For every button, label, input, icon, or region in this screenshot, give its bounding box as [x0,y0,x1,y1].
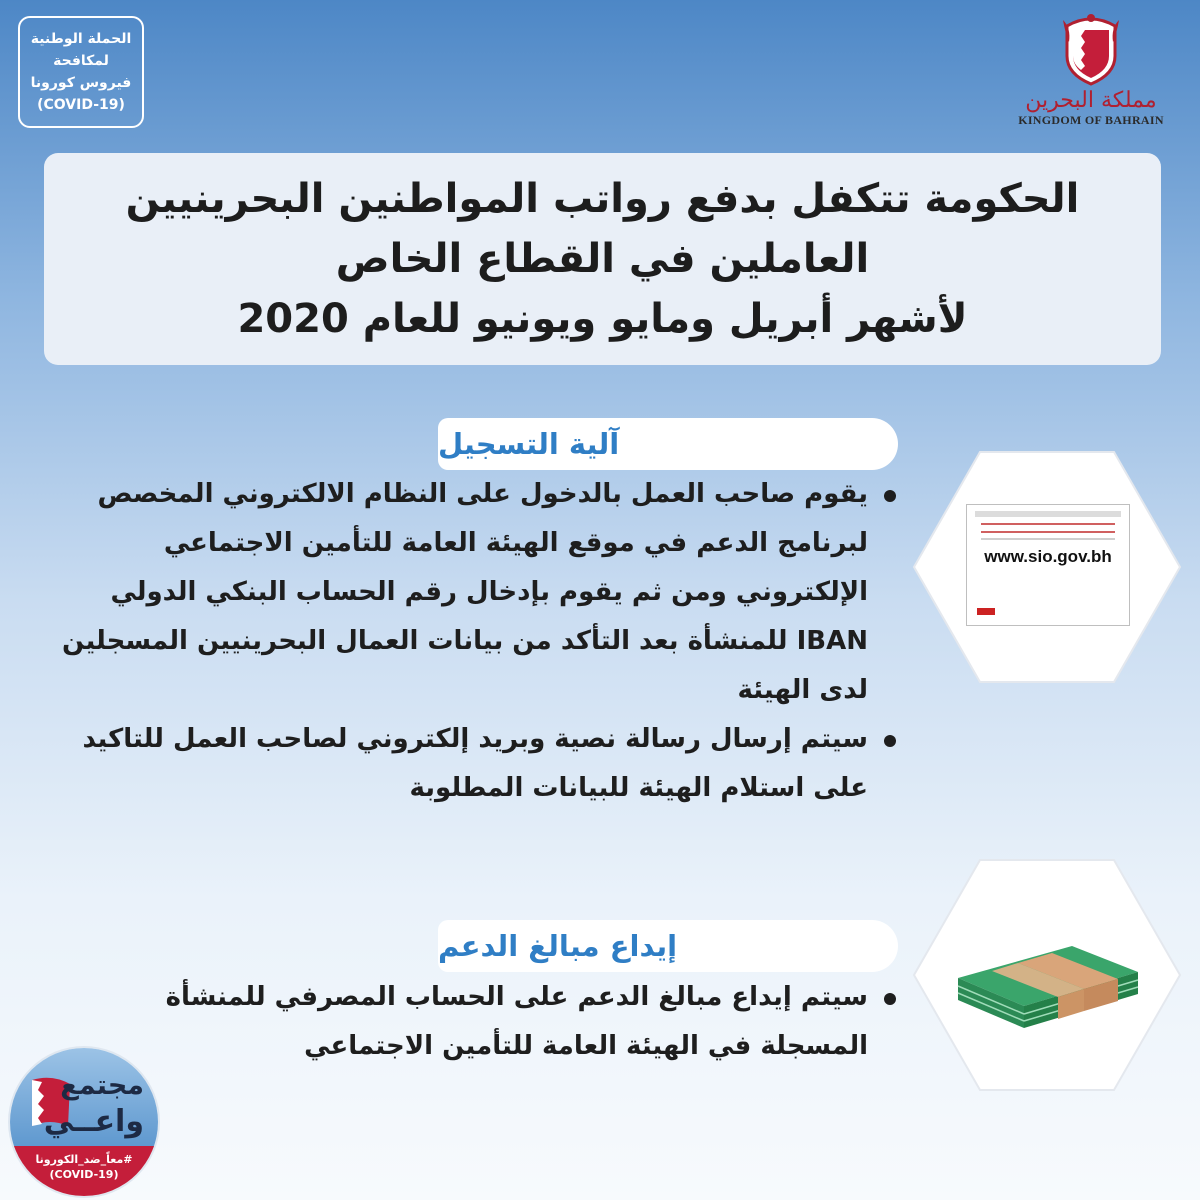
campaign-badge [18,16,144,128]
logo-arabic-name: مملكة البحرين [1025,88,1157,113]
website-url: www.sio.gov.bh [967,547,1129,567]
campaign-badge-line3: فيروس كورونا [30,75,132,91]
campaign-badge-line4: (COVID-19) [37,97,125,113]
registration-heading [438,418,898,470]
registration-bullet-2: سيتم إرسال رسالة نصية وبريد إلكتروني لصاحب العمل للتاكيد على استلام الهيئة للبيانات المطلوبة [58,715,898,813]
aware-society-line2: واعــي [43,1104,144,1139]
headline-box [44,153,1161,365]
deposit-bullet-1: سيتم إيداع مبالغ الدعم على الحساب المصرفي للمنشأة المسجلة في الهيئة العامة للتأمين الاجتماعي [58,973,898,1071]
deposit-bullets [58,973,898,1071]
website-screenshot [966,504,1130,626]
registration-bullet-1: يقوم صاحب العمل بالدخول على النظام الالكتروني المخصص لبرنامج الدعم في موقع الهيئة العامة للتأمين الاجتماعي الإلكتروني ومن ثم يقوم بإدخال رقم الحساب البنكي الدولي IBAN للمنشأة بعد التأكد من بيانات العمال البحرينيين المسجلين لدى الهيئة [58,470,898,715]
bahrain-emblem-icon [1059,12,1123,86]
kingdom-of-bahrain-logo [996,12,1186,127]
campaign-badge-line2: لمكافحة [53,53,109,69]
registration-heading-text: آلية التسجيل [438,427,620,461]
aware-society-line1: مجتمع [60,1070,144,1101]
logo-english-name: KINGDOM OF BAHRAIN [1018,113,1164,127]
aware-society-covid: (COVID-19) [49,1168,119,1181]
registration-bullets [58,470,898,813]
aware-society-hashtag: #معاً_ضد_الكورونا [35,1153,133,1166]
campaign-badge-line1: الحملة الوطنية [30,31,132,47]
website-hexagon [912,450,1182,684]
aware-society-badge [10,1048,158,1196]
money-hexagon [912,858,1182,1092]
money-stack-icon [952,916,1144,1036]
website-submit-button [977,608,995,615]
headline-line-1: الحكومة تتكفل بدفع رواتب المواطنين البحرينيين [125,176,1080,222]
aware-society-band [10,1146,158,1196]
deposit-heading [438,920,898,972]
deposit-heading-text: إيداع مبالغ الدعم [438,929,678,963]
headline-line-2: العاملين في القطاع الخاص [335,236,870,282]
headline-line-3: لأشهر أبريل ومايو ويونيو للعام 2020 [237,296,968,342]
